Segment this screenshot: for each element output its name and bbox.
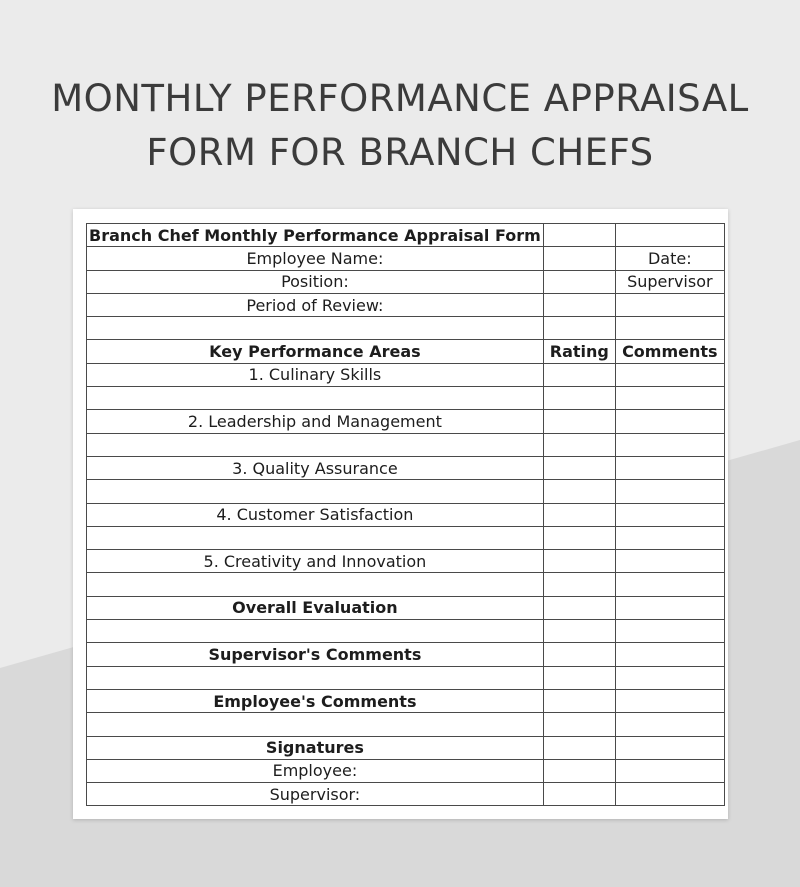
- table-cell-empty[interactable]: [615, 363, 724, 386]
- table-cell-empty[interactable]: [543, 224, 615, 247]
- table-row: [87, 643, 725, 666]
- table-cell-empty[interactable]: [615, 713, 724, 736]
- table-cell-empty[interactable]: [615, 410, 724, 433]
- table-cell: Comments: [615, 340, 724, 363]
- table-cell: Signatures: [87, 736, 544, 759]
- table-cell: Supervisor: [615, 270, 724, 293]
- form-sheet: [73, 209, 728, 819]
- page-title-line-1: MONTHLY PERFORMANCE APPRAISAL: [51, 77, 749, 120]
- page-title: [0, 72, 800, 180]
- table-row: [87, 270, 725, 293]
- table-cell-empty[interactable]: [615, 689, 724, 712]
- table-cell: 2. Leadership and Management: [87, 410, 544, 433]
- table-row: [87, 340, 725, 363]
- table-cell: 4. Customer Satisfaction: [87, 503, 544, 526]
- table-cell-empty[interactable]: [615, 620, 724, 643]
- table-cell: Employee's Comments: [87, 689, 544, 712]
- table-cell-empty[interactable]: [543, 666, 615, 689]
- table-cell-empty[interactable]: [543, 433, 615, 456]
- table-cell-empty[interactable]: [615, 317, 724, 340]
- table-row: [87, 387, 725, 410]
- table-cell: Supervisor:: [87, 783, 544, 806]
- table-cell-empty[interactable]: [615, 433, 724, 456]
- table-cell: Key Performance Areas: [87, 340, 544, 363]
- table-row: [87, 247, 725, 270]
- table-cell: Date:: [615, 247, 724, 270]
- table-row: [87, 550, 725, 573]
- table-cell: Period of Review:: [87, 293, 544, 316]
- table-cell-empty[interactable]: [543, 363, 615, 386]
- table-cell-empty[interactable]: [615, 456, 724, 479]
- table-row: [87, 783, 725, 806]
- table-cell-empty[interactable]: [615, 666, 724, 689]
- table-row: [87, 666, 725, 689]
- table-row: [87, 433, 725, 456]
- table-cell: 5. Creativity and Innovation: [87, 550, 544, 573]
- table-cell: Employee Name:: [87, 247, 544, 270]
- table-cell: 1. Culinary Skills: [87, 363, 544, 386]
- table-row: [87, 736, 725, 759]
- table-row: [87, 526, 725, 549]
- table-row: [87, 224, 725, 247]
- table-cell-empty[interactable]: [87, 713, 544, 736]
- table-cell-empty[interactable]: [615, 759, 724, 782]
- table-cell-empty[interactable]: [543, 270, 615, 293]
- table-cell: 3. Quality Assurance: [87, 456, 544, 479]
- table-cell-empty[interactable]: [87, 526, 544, 549]
- table-row: [87, 713, 725, 736]
- table-cell-empty[interactable]: [543, 620, 615, 643]
- table-cell-empty[interactable]: [615, 736, 724, 759]
- table-row: [87, 759, 725, 782]
- table-cell-empty[interactable]: [615, 503, 724, 526]
- table-cell-empty[interactable]: [87, 620, 544, 643]
- table-cell-empty[interactable]: [615, 387, 724, 410]
- table-cell-empty[interactable]: [87, 573, 544, 596]
- table-row: [87, 620, 725, 643]
- table-cell-empty[interactable]: [87, 433, 544, 456]
- table-cell-empty[interactable]: [543, 596, 615, 619]
- table-cell-empty[interactable]: [543, 550, 615, 573]
- table-cell-empty[interactable]: [615, 783, 724, 806]
- table-cell-empty[interactable]: [543, 247, 615, 270]
- table-row: [87, 596, 725, 619]
- table-cell: Rating: [543, 340, 615, 363]
- table-cell-empty[interactable]: [543, 456, 615, 479]
- table-cell-empty[interactable]: [543, 643, 615, 666]
- table-cell: Overall Evaluation: [87, 596, 544, 619]
- table-cell-empty[interactable]: [543, 736, 615, 759]
- table-cell-empty[interactable]: [615, 224, 724, 247]
- appraisal-form-table: [86, 223, 725, 806]
- table-row: [87, 363, 725, 386]
- table-cell-empty[interactable]: [543, 387, 615, 410]
- table-row: [87, 503, 725, 526]
- table-cell: Branch Chef Monthly Performance Appraisal Form: [87, 224, 544, 247]
- table-cell-empty[interactable]: [615, 550, 724, 573]
- table-cell: Position:: [87, 270, 544, 293]
- table-row: [87, 293, 725, 316]
- page-title-line-2: FORM FOR BRANCH CHEFS: [146, 131, 654, 174]
- table-cell-empty[interactable]: [87, 666, 544, 689]
- table-cell-empty[interactable]: [615, 643, 724, 666]
- table-cell-empty[interactable]: [543, 503, 615, 526]
- table-cell-empty[interactable]: [543, 759, 615, 782]
- table-cell-empty[interactable]: [615, 596, 724, 619]
- table-cell-empty[interactable]: [543, 783, 615, 806]
- table-cell-empty[interactable]: [543, 293, 615, 316]
- table-cell-empty[interactable]: [543, 713, 615, 736]
- table-row: [87, 456, 725, 479]
- table-cell-empty[interactable]: [87, 387, 544, 410]
- table-cell-empty[interactable]: [87, 480, 544, 503]
- table-cell-empty[interactable]: [87, 317, 544, 340]
- table-cell-empty[interactable]: [615, 526, 724, 549]
- table-row: [87, 689, 725, 712]
- table-cell-empty[interactable]: [543, 573, 615, 596]
- table-row: [87, 410, 725, 433]
- table-cell-empty[interactable]: [615, 293, 724, 316]
- table-cell-empty[interactable]: [543, 480, 615, 503]
- table-cell-empty[interactable]: [543, 317, 615, 340]
- table-cell: Employee:: [87, 759, 544, 782]
- table-cell-empty[interactable]: [543, 526, 615, 549]
- table-row: [87, 317, 725, 340]
- table-row: [87, 573, 725, 596]
- table-cell: Supervisor's Comments: [87, 643, 544, 666]
- table-cell-empty[interactable]: [615, 573, 724, 596]
- table-cell-empty[interactable]: [543, 410, 615, 433]
- table-row: [87, 480, 725, 503]
- table-cell-empty[interactable]: [615, 480, 724, 503]
- table-cell-empty[interactable]: [543, 689, 615, 712]
